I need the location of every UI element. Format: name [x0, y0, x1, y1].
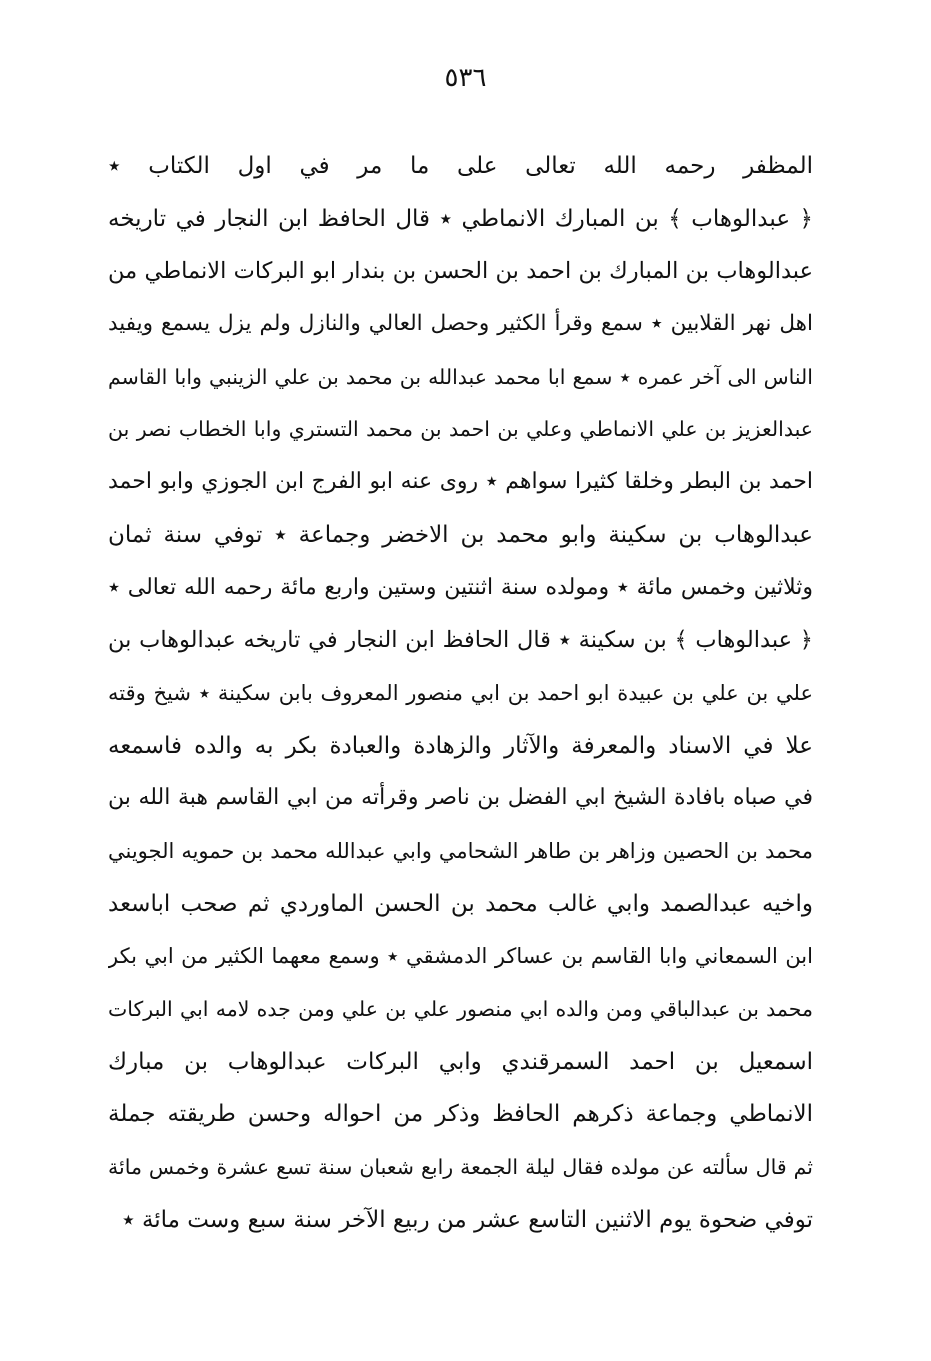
body-text: [108, 140, 813, 1246]
text-line: علي بن علي بن عبيدة ابو احمد بن ابي منصور المعروف بابن سكينة ٭ شيخ وقته: [108, 680, 813, 705]
text-line: المظفر رحمه الله تعالى على ما مر في اول الكتاب ٭: [108, 153, 813, 179]
text-line: اسمعيل بن احمد السمرقندي وابي البركات عبدالوهاب بن مبارك: [108, 1048, 813, 1075]
text-line: الناس الى آخر عمره ٭ سمع ابا محمد عبدالله بن محمد بن علي الزينبي وابا القاسم: [108, 364, 813, 389]
text-line: علا في الاسناد والمعرفة والآثار والزهادة والعبادة بكر به والده فاسمعه: [108, 732, 813, 759]
text-line: توفي ضحوة يوم الاثنين التاسع عشر من ربيع الآخر سنة سبع وست مائة ٭: [122, 1206, 813, 1233]
text-line: ﴿ عبدالوهاب ﴾ بن المبارك الانماطي ٭ قال الحافظ ابن النجار في تاريخه: [108, 205, 813, 232]
text-line: احمد بن البطر وخلقا كثيرا سواهم ٭ روى عنه ابو الفرج ابن الجوزي وابو احمد: [108, 469, 813, 495]
text-line: اهل نهر القلابين ٭ سمع وقرأ الكثير وحصل العالي والنازل ولم يزل يسمع ويفيد: [108, 311, 813, 337]
text-line: وثلاثين وخمس مائة ٭ ومولده سنة اثنتين وستين واربع مائة رحمه الله تعالى ٭: [108, 574, 813, 600]
text-line: ابن السمعاني وابا القاسم بن عساكر الدمشقي ٭ وسمع معهما الكثير من ابي بكر: [108, 944, 813, 969]
text-line: عبدالوهاب بن سكينة وابو محمد بن الاخضر وجماعة ٭ توفي سنة ثمان: [108, 521, 813, 548]
text-line: ثم قال سألته عن مولده فقال ليلة الجمعة رابع شعبان سنة تسع عشرة وخمس مائة: [108, 1155, 813, 1180]
text-line: محمد بن عبدالباقي ومن والده ابي منصور علي بن علي ومن جده لامه ابي البركات: [108, 997, 813, 1021]
text-line: عبدالعزيز بن علي الانماطي وعلي بن احمد بن محمد التستري وابا الخطاب نصر بن: [108, 417, 813, 442]
text-line: عبدالوهاب بن المبارك بن احمد بن الحسن بن بندار ابو البركات الانماطي من: [108, 258, 813, 285]
text-line: واخيه عبدالصمد وابي غالب محمد بن الحسن الماوردي ثم صحب اباسعد: [108, 890, 813, 917]
page-number: ٥٣٦: [444, 63, 487, 93]
text-line: محمد بن الحصين وزاهر بن طاهر الشحامي وابي عبدالله محمد بن حمويه الجويني: [108, 838, 813, 863]
text-line: في صباه بافادة الشيخ ابي الفضل بن ناصر وقرأته من ابي القاسم هبة الله بن: [108, 785, 813, 811]
text-line: الانماطي وجماعة ذكرهم الحافظ وذكر من احواله وحسن طريقته جملة: [108, 1101, 813, 1128]
text-line: ﴿ عبدالوهاب ﴾ بن سكينة ٭ قال الحافظ ابن النجار في تاريخه عبدالوهاب بن: [108, 627, 813, 654]
